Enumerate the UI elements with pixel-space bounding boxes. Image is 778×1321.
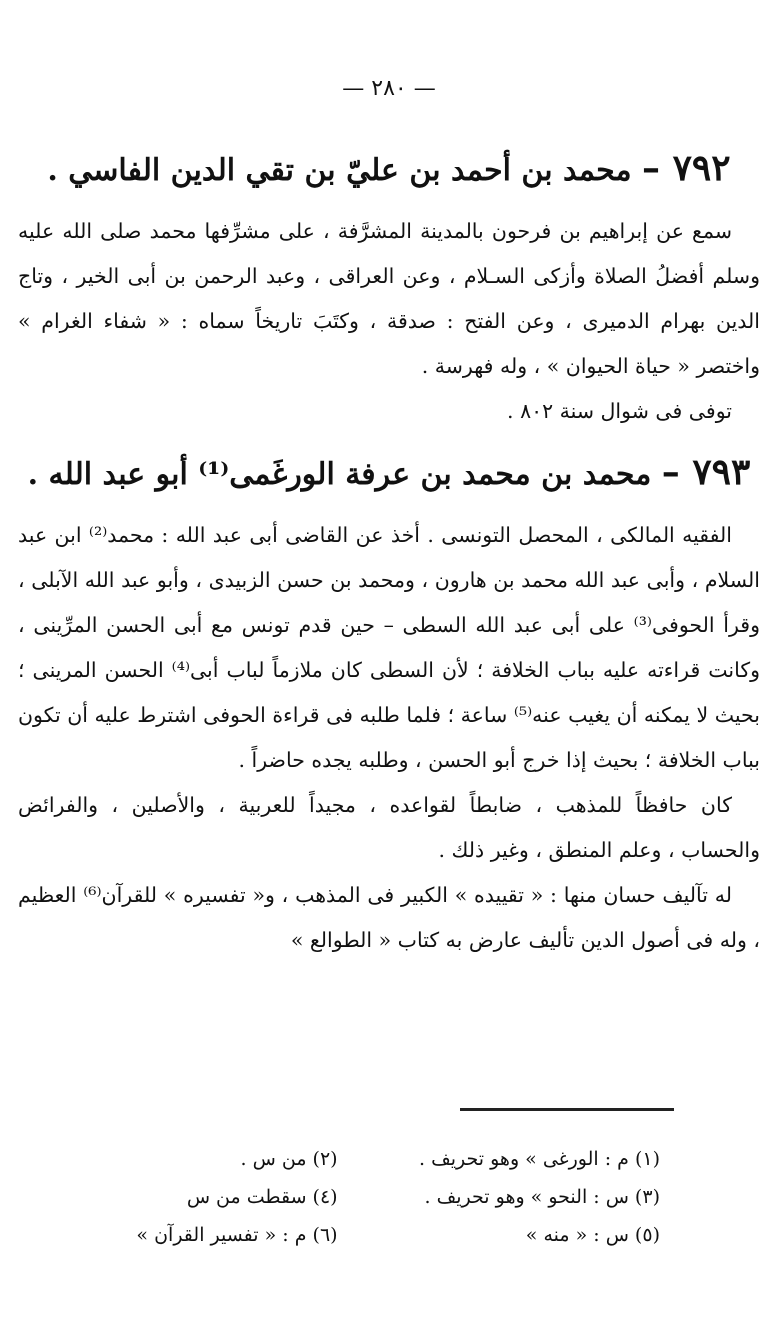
footnote-row bbox=[40, 1140, 660, 1178]
entry-paragraph: كان حافظاً للمذهب ، ضابطاً لقواعده ، مجيداً للعربية ، والأصلين ، والفرائض والحساب ، وعلم المنطق ، وغير ذلك . bbox=[18, 793, 760, 862]
footnote-divider bbox=[460, 1108, 674, 1111]
footnote: (٥) س : « منه » bbox=[525, 1224, 660, 1246]
page-body bbox=[18, 140, 760, 963]
footnote-row bbox=[40, 1216, 660, 1254]
page-number: — ٢٨٠ — bbox=[342, 76, 436, 101]
entry-number: ٧٩٣ – bbox=[661, 451, 751, 493]
footnote: (٣) س : النحو » وهو تحريف . bbox=[424, 1186, 660, 1208]
footnotes bbox=[40, 1140, 660, 1254]
entry-paragraph: سمع عن إبراهيم بن فرحون بالمدينة المشرَّفة ، على مشرِّفها محمد صلى الله عليه وسلم أفضلُ الصلاة وأزكى السـلام ، وعن العراقى ، وعبد الرحمن بن أبى الخير ، وتاج الدين بهرام الدميرى ، وعن الفتح : صدقة ، وكتَبَ تاريخاً سماه : « شفاء الغرام » واختصر « حياة الحيوان » ، وله فهرسة . bbox=[18, 219, 760, 378]
footnote: (٢) من س . bbox=[240, 1148, 338, 1170]
entry-paragraph: توفى فى شوال سنة ٨٠٢ . bbox=[507, 399, 732, 423]
entry-paragraph: الفقيه المالكى ، المحصل التونسى . أخذ عن القاضى أبى عبد الله : محمد⁽²⁾ ابن عبد السلام ، وأبى عبد الله محمد بن هارون ، ومحمد بن حسن الزبيدى ، وأبو عبد الله الآبلى ، وقرأ الحوفى⁽³⁾ على أبى عبد الله السطى – حين قدم تونس مع أبى الحسن المرِّينى ، وكانت قراءته عليه بباب الخلافة ؛ لأن السطى كان ملازماً لباب أبى⁽⁴⁾ الحسن المرينى ؛ بحيث لا يمكنه أن يغيب عنه⁽⁵⁾ ساعة ؛ فلما طلبه فى قراءة الحوفى اشترط عليه أن تكون بباب الخلافة ؛ بحيث إذا خرج أبو الحسن ، وطلبه يجده حاضراً . bbox=[18, 523, 760, 772]
entry-paragraph: له تآليف حسان منها : « تقييده » الكبير فى المذهب ، و« تفسيره » للقرآن⁽⁶⁾ العظيم ، وله فى أصول الدين تأليف عارض به كتاب « الطوالع » bbox=[18, 883, 760, 952]
footnote: (٦) م : « تفسير القرآن » bbox=[136, 1224, 338, 1246]
entry-heading-792 bbox=[18, 140, 760, 199]
footnote: (٤) سقطت من س bbox=[186, 1186, 338, 1208]
entry-heading-793 bbox=[18, 444, 760, 503]
entry-number: ٧٩٢ – bbox=[642, 147, 731, 189]
entry-title: محمد بن أحمد بن عليّ بن تقي الدين الفاسي . bbox=[47, 153, 632, 188]
footnote-row bbox=[40, 1178, 660, 1216]
footnote: (١) م : الورغى » وهو تحريف . bbox=[419, 1148, 660, 1170]
entry-title: محمد بن محمد بن عرفة الورغَمى⁽¹⁾ أبو عبد الله . bbox=[27, 457, 652, 492]
